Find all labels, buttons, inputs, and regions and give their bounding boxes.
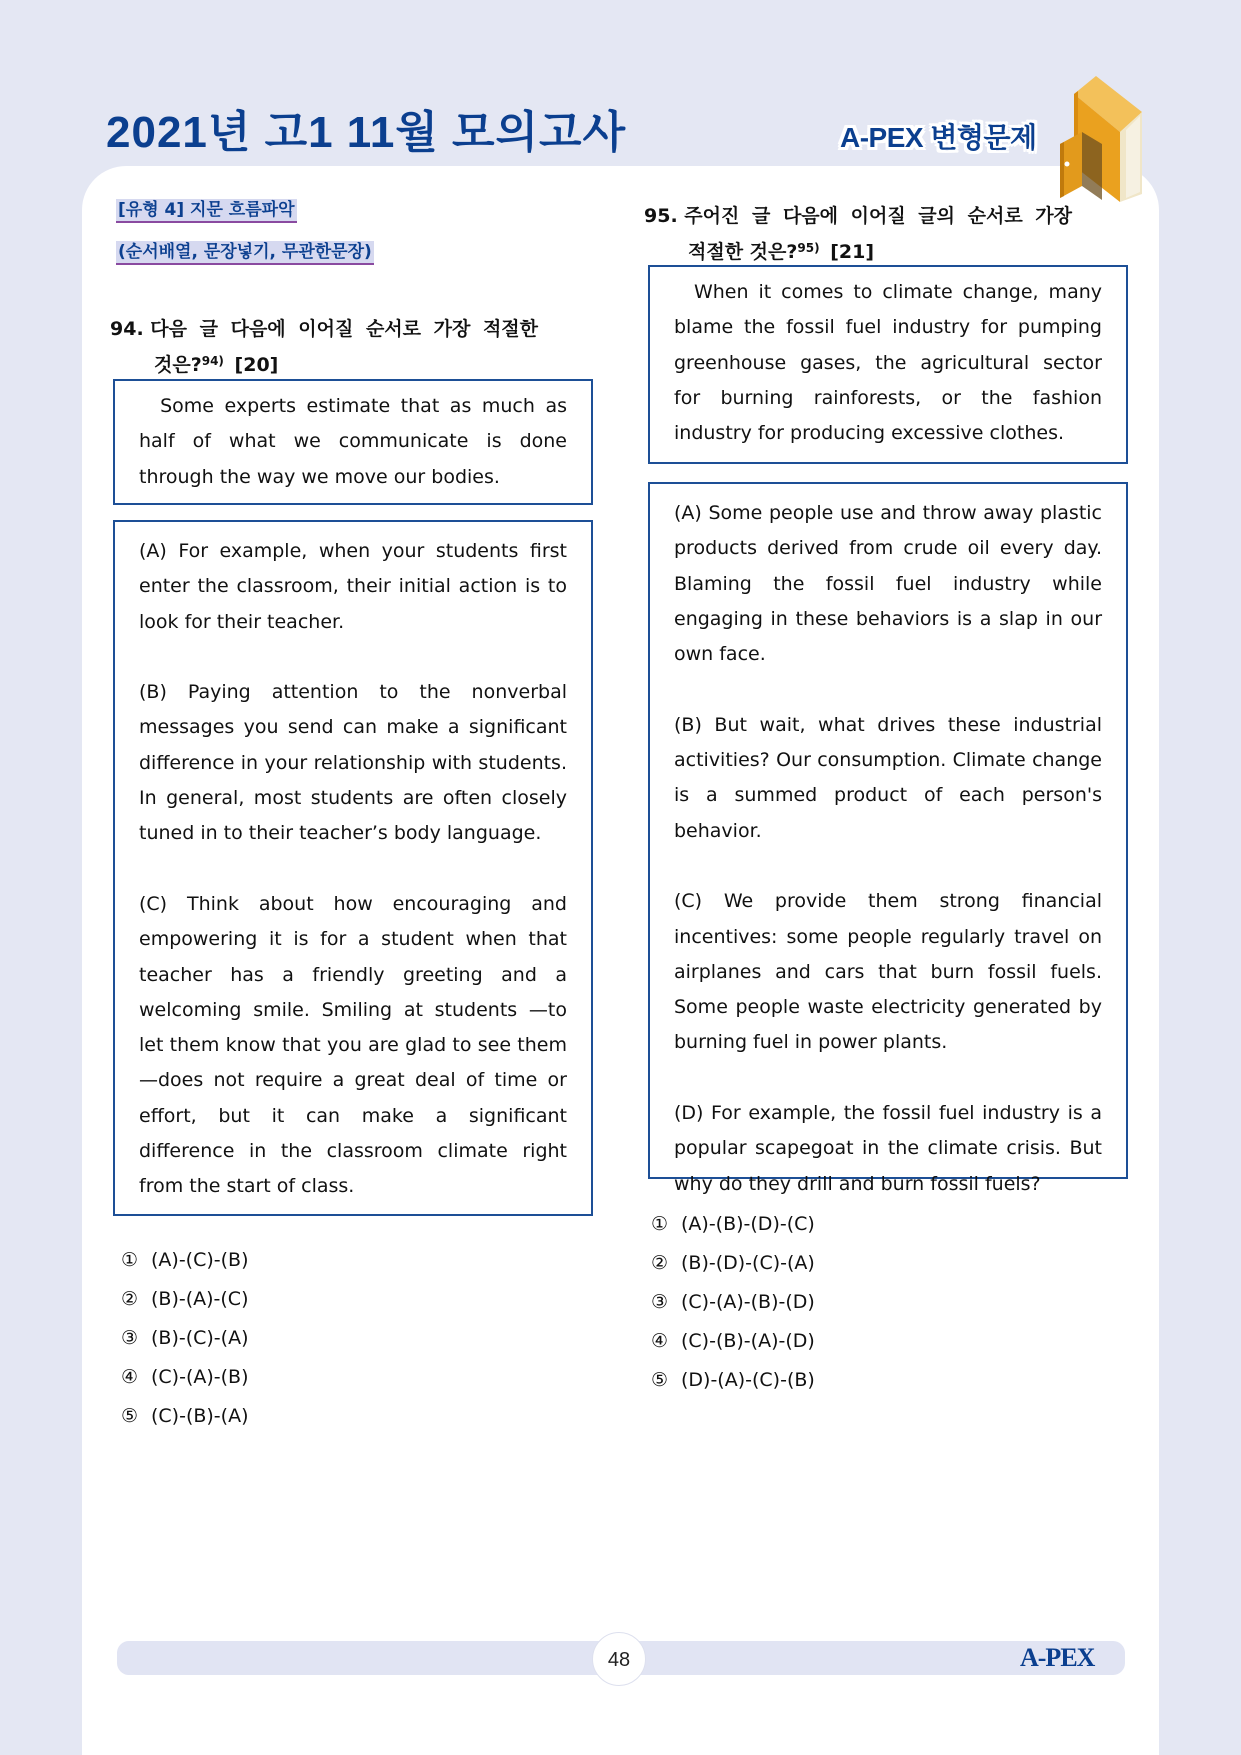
given-passage: Some experts estimate that as much as half of what we communicate is done through the way we move our bodies.: [139, 395, 574, 488]
paragraph-c: (C) Think about how encouraging and empowering it is for a student when that teacher has a friendly greeting and a welcoming smile. Smiling at students —to let them know that you are glad to see them —does not require a great deal of time or effort, but it can make a significant difference in the classroom climate right from the start of class.: [139, 892, 567, 1198]
option-3[interactable]: ③ (B)-(C)-(A): [121, 1327, 249, 1349]
answer-options-95: [651, 1205, 815, 1400]
given-passage-box: [113, 379, 593, 505]
question-95-title: [644, 200, 1134, 268]
question-source: [21]: [830, 241, 875, 263]
option-1[interactable]: ① (A)-(C)-(B): [121, 1249, 249, 1271]
question-source: [20]: [234, 354, 279, 376]
option-5[interactable]: ⑤ (D)-(A)-(C)-(B): [651, 1369, 815, 1391]
category-type-label: [유형 4] 지문 흐름파악: [116, 199, 297, 223]
brand-tag: A-PEX 변형문제: [840, 122, 1037, 153]
paragraph-b: (B) But wait, what drives these industrial activities? Our consumption. Climate change is a summed product of each person's behavior.: [674, 713, 1102, 842]
book-door-icon: [1056, 74, 1148, 204]
footer-logo: A-PEX: [1020, 1643, 1095, 1672]
question-prompt-cont: 것은?: [154, 354, 202, 376]
paragraphs-box: [648, 482, 1128, 1195]
paragraph-a: (A) Some people use and throw away plastic products derived from crude oil every day. Blaming the fossil fuel industry while engaging in these behaviors is a slap in our own face.: [674, 502, 1102, 666]
paragraphs-box: [113, 520, 593, 1216]
given-passage: When it comes to climate change, many blame the fossil fuel industry for pumping greenhouse gases, the agricultural sector for burning rainforests, or the fashion industry for producing excessive clothes.: [674, 281, 1109, 445]
paragraph-b: (B) Paying attention to the nonverbal messages you send can make a significant difference in your relationship with students. In general, most students are often closely tuned in to their teacher’s body language.: [139, 681, 567, 845]
category-subtypes-label: (순서배열, 문장넣기, 무관한문장): [116, 241, 374, 265]
question-number: 94.: [110, 318, 144, 340]
question-prompt: 주어진 글 다음에 이어질 글의 순서로 가장: [684, 205, 1073, 227]
footnote-ref: 95): [797, 241, 820, 255]
option-4[interactable]: ④ (C)-(B)-(A)-(D): [651, 1330, 815, 1352]
footnote-ref: 94): [201, 354, 224, 368]
paragraph-c: (C) We provide them strong financial incentives: some people regularly travel on airplanes and cars that burn fossil fuels. Some people waste electricity generated by burning fuel in power plants.: [674, 890, 1102, 1054]
answer-options-94: [121, 1241, 249, 1436]
option-5[interactable]: ⑤ (C)-(B)-(A): [121, 1405, 249, 1427]
page-title: 2021년 고1 11월 모의고사: [106, 108, 627, 157]
option-1[interactable]: ① (A)-(B)-(D)-(C): [651, 1213, 815, 1235]
paragraph-d: (D) For example, the fossil fuel industry is a popular scapegoat in the climate crisis. But why do they drill and burn fossil fuels?: [674, 1102, 1102, 1195]
given-passage-box: [648, 265, 1128, 464]
question-prompt-cont: 적절한 것은?: [688, 241, 798, 263]
question-94-title: [110, 313, 600, 381]
option-4[interactable]: ④ (C)-(A)-(B): [121, 1366, 249, 1388]
paragraph-a: (A) For example, when your students first enter the classroom, their initial action is to look for their teacher.: [139, 540, 567, 633]
option-2[interactable]: ② (B)-(A)-(C): [121, 1288, 249, 1310]
page-number: 48: [592, 1632, 646, 1686]
option-2[interactable]: ② (B)-(D)-(C)-(A): [651, 1252, 815, 1274]
question-number: 95.: [644, 205, 678, 227]
option-3[interactable]: ③ (C)-(A)-(B)-(D): [651, 1291, 815, 1313]
question-prompt: 다음 글 다음에 이어질 순서로 가장 적절한: [150, 318, 539, 340]
